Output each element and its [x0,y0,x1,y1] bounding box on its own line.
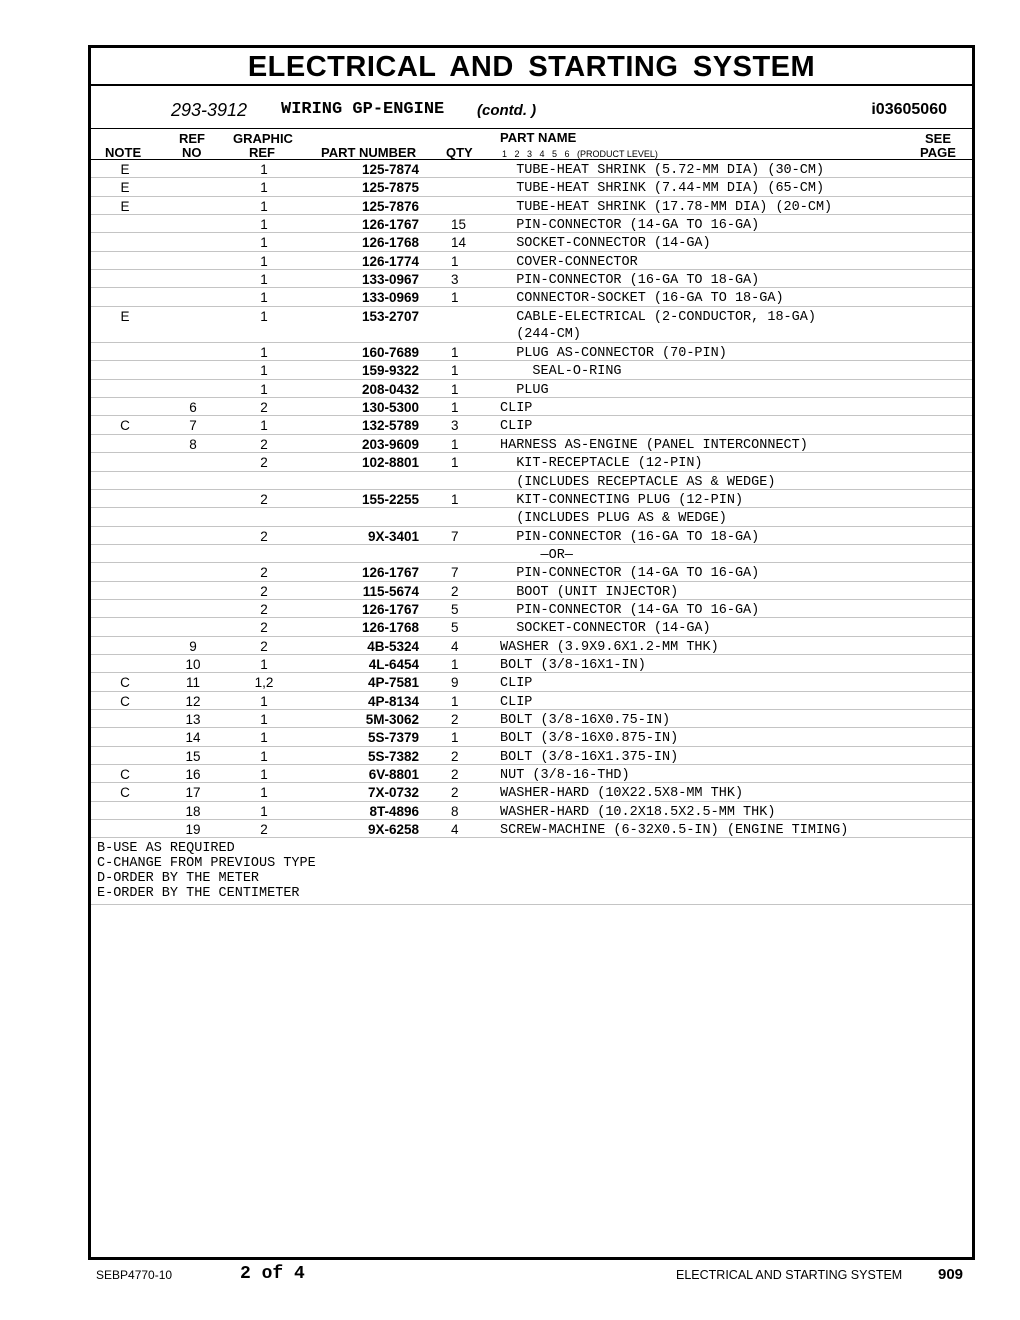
part-number-cell: 4B-5324 [367,638,419,654]
table-row [91,233,972,251]
part-number-cell: 126-1767 [361,217,419,233]
part-name-cell: SOCKET-CONNECTOR (14-GA) [500,236,711,252]
table-row [91,270,972,288]
part-name-cell: CLIP [500,676,533,692]
ref-no-cell: 9 [189,638,197,654]
part-number-cell: 126-1768 [361,235,419,251]
part-number-cell: 159-9322 [361,363,419,379]
table-row [91,490,972,508]
qty-cell: 1 [451,455,459,471]
part-number-cell: 125-7876 [361,198,419,214]
table-row [91,728,972,746]
part-number-cell: 5M-3062 [365,711,419,727]
part-name-cell: BOLT (3/8-16X0.875-IN) [500,731,679,747]
ref-no-cell: 16 [185,767,201,782]
col-graphic-top: GRAPHIC [233,131,293,146]
group-name: WIRING GP-ENGINE [281,100,445,119]
part-number-cell: 6V-8801 [368,767,419,782]
part-name-cell: —OR— [500,547,573,563]
part-name-cell: PLUG [500,382,549,398]
table-row [91,765,972,783]
part-number-cell: 126-1768 [361,620,419,636]
part-name-cell: TUBE-HEAT SHRINK (17.78-MM DIA) (20-CM) [500,199,833,215]
graphic-ref-cell: 2 [260,565,268,581]
qty-cell: 1 [451,400,459,416]
table-row [91,398,972,416]
graphic-ref-cell: 2 [260,455,268,471]
table-row [91,435,972,453]
part-number-cell: 4L-6454 [368,656,419,672]
part-number-cell: 8T-4896 [369,803,419,819]
ref-no-cell: 19 [185,822,201,838]
table-row [91,197,972,215]
graphic-ref-cell: 1 [260,785,268,801]
graphic-ref-cell: 1 [260,272,268,288]
table-row [91,563,972,581]
table-row [91,747,972,765]
graphic-ref-cell: 1 [260,290,268,306]
qty-cell: 5 [451,620,459,636]
part-number-cell: 9X-6258 [367,822,419,838]
qty-cell: 1 [451,290,459,306]
part-name-cell: BOLT (3/8-16X0.75-IN) [500,712,671,728]
page-title: ELECTRICAL AND STARTING SYSTEM [91,48,972,86]
table-row [91,692,972,710]
qty-cell: 4 [451,638,459,654]
table-row [91,215,972,233]
note-legend-item: B-USE AS REQUIRED [97,841,235,857]
table-row [91,178,972,196]
table-row [91,343,972,361]
note-cell: C [120,418,130,434]
col-note: NOTE [105,145,142,160]
table-row [91,453,972,471]
part-number-cell: 125-7874 [361,162,419,177]
part-name-cell: TUBE-HEAT SHRINK (7.44-MM DIA) (65-CM) [500,181,825,197]
footer-doc-number: SEBP4770-10 [96,1268,173,1282]
qty-cell: 15 [451,217,467,233]
part-name-cell: SEAL-O-RING [500,364,622,380]
qty-cell: 2 [451,711,459,727]
graphic-ref-cell: 1,2 [254,675,274,691]
part-name-cell: WASHER-HARD (10.2X18.5X2.5-MM THK) [500,804,776,820]
part-number-cell: 5S-7379 [367,730,419,746]
table-row [91,307,972,343]
table-row [91,508,972,526]
ref-no-cell: 13 [185,711,201,727]
part-number-cell: 5S-7382 [367,748,419,764]
graphic-ref-cell: 1 [260,803,268,819]
part-name-cell: SCREW-MACHINE (6-32X0.5-IN) (ENGINE TIMING) [500,823,849,839]
table-row [91,416,972,434]
graphic-ref-cell: 1 [260,253,268,269]
note-cell: E [120,180,130,196]
qty-cell: 1 [451,253,459,269]
part-name-cell: KIT-RECEPTACLE (12-PIN) [500,456,703,472]
table-row [91,802,972,820]
col-see-bottom: PAGE [920,145,956,160]
qty-cell: 1 [451,363,459,379]
table-row [91,288,972,306]
note-cell: E [120,308,130,324]
part-name-cell: (INCLUDES PLUG AS & WEDGE) [500,511,727,527]
ref-no-cell: 7 [189,418,197,434]
note-cell: C [120,785,130,801]
qty-cell: 1 [451,730,459,746]
col-ref-bottom: NO [182,145,202,160]
part-name-cell: CLIP [500,419,533,435]
qty-cell: 2 [451,748,459,764]
part-number-cell: 4P-8134 [367,693,419,709]
part-name-cell: CONNECTOR-SOCKET (16-GA TO 18-GA) [500,291,784,307]
graphic-ref-cell: 1 [260,235,268,251]
table-row [91,160,972,178]
part-number-cell: 126-1767 [361,601,419,617]
qty-cell: 1 [451,436,459,452]
graphic-ref-cell: 2 [260,620,268,636]
part-name-cell: PIN-CONNECTOR (16-GA TO 18-GA) [500,273,760,289]
graphic-ref-cell: 2 [260,822,268,838]
qty-cell: 1 [451,656,459,672]
part-name-cell: WASHER-HARD (10X22.5X8-MM THK) [500,786,744,802]
qty-cell: 3 [451,272,459,288]
column-header [91,129,972,160]
qty-cell: 1 [451,693,459,709]
table-row [91,673,972,691]
graphic-ref-cell: 1 [260,308,268,324]
qty-cell: 1 [451,381,459,397]
graphic-ref-cell: 1 [260,198,268,214]
part-name-cell: BOOT (UNIT INJECTOR) [500,584,679,600]
table-row [91,655,972,673]
table-row [91,637,972,655]
notes-legend [91,838,972,905]
part-number-cell: 203-9609 [361,436,419,452]
table-row [91,252,972,270]
part-name-cell: WASHER (3.9X9.6X1.2-MM THK) [500,639,719,655]
part-name-cell: COVER-CONNECTOR [500,254,638,270]
table-row [91,783,972,801]
ref-no-cell: 10 [185,656,201,672]
note-legend-item: C-CHANGE FROM PREVIOUS TYPE [97,856,316,872]
table-row [91,820,972,838]
graphic-ref-cell: 1 [260,767,268,782]
table-row [91,618,972,636]
part-number-cell: 208-0432 [361,381,419,397]
graphic-ref-cell: 2 [260,400,268,416]
part-number-cell: 9X-3401 [367,528,419,544]
col-qty: QTY [446,145,473,160]
table-row [91,472,972,490]
ref-no-cell: 11 [185,675,200,691]
graphic-ref-cell: 1 [260,217,268,233]
table-row [91,527,972,545]
table-row [91,545,972,563]
graphic-ref-cell: 1 [260,711,268,727]
note-cell: C [120,693,130,709]
graphic-ref-cell: 1 [260,162,268,177]
table-row [91,600,972,618]
note-cell: E [120,162,130,177]
qty-cell: 3 [451,418,459,434]
table-row [91,710,972,728]
qty-cell: 2 [451,767,459,782]
group-id: i03605060 [871,101,947,118]
group-header [91,86,972,129]
part-number-cell: 132-5789 [361,418,419,434]
graphic-ref-cell: 2 [260,601,268,617]
ref-no-cell: 17 [185,785,201,801]
col-part-number: PART NUMBER [321,145,417,160]
parts-table [91,160,972,905]
col-ref-top: REF [179,131,205,146]
group-number: 293-3912 [171,100,248,120]
qty-cell: 1 [451,491,459,507]
note-cell: C [120,767,130,782]
table-row [91,380,972,398]
graphic-ref-cell: 1 [260,748,268,764]
part-name-cell: KIT-CONNECTING PLUG (12-PIN) [500,492,744,508]
ref-no-cell: 6 [189,400,197,416]
parts-page-frame [88,45,975,1260]
qty-cell: 2 [451,583,459,599]
part-number-cell: 115-5674 [362,583,419,599]
graphic-ref-cell: 1 [260,656,268,672]
part-number-cell: 125-7875 [361,180,419,196]
part-number-cell: 160-7689 [361,345,419,361]
part-number-cell: 126-1774 [361,253,419,269]
graphic-ref-cell: 1 [260,345,268,361]
qty-cell: 14 [451,235,467,251]
qty-cell: 1 [451,345,459,361]
ref-no-cell: 14 [185,730,201,746]
part-number-cell: 133-0967 [361,272,419,288]
col-part-name: PART NAME [500,130,577,145]
note-legend-item: D-ORDER BY THE METER [97,871,260,887]
ref-no-cell: 15 [185,748,201,764]
part-name-cell: PIN-CONNECTOR (14-GA TO 16-GA) [500,602,760,618]
part-name-cell: PIN-CONNECTOR (14-GA TO 16-GA) [500,566,760,582]
part-number-cell: 7X-0732 [367,785,419,801]
graphic-ref-cell: 2 [260,583,268,599]
part-number-cell: 102-8801 [361,455,419,471]
part-name-cell: PLUG AS-CONNECTOR (70-PIN) [500,346,727,362]
part-name-cell: BOLT (3/8-16X1.375-IN) [500,749,679,765]
graphic-ref-cell: 1 [260,418,268,434]
footer-page-of: 2 of 4 [240,1264,305,1284]
group-continued: (contd. ) [477,102,537,119]
part-number-cell: 155-2255 [361,491,419,507]
graphic-ref-cell: 2 [260,638,268,654]
qty-cell: 8 [451,803,459,819]
part-name-cell: NUT (3/8-16-THD) [500,768,630,783]
part-name-cell: TUBE-HEAT SHRINK (5.72-MM DIA) (30-CM) [500,163,825,178]
ref-no-cell: 8 [189,436,197,452]
graphic-ref-cell: 2 [260,528,268,544]
graphic-ref-cell: 1 [260,730,268,746]
graphic-ref-cell: 1 [260,381,268,397]
col-graphic-bottom: REF [249,145,275,160]
part-number-cell: 153-2707 [361,308,419,324]
ref-no-cell: 18 [185,803,201,819]
part-name-cell: PIN-CONNECTOR (16-GA TO 18-GA) [500,529,760,545]
part-name-cell: BOLT (3/8-16X1-IN) [500,657,646,673]
footer-page-number: 909 [938,1266,964,1283]
part-name-cell: CABLE-ELECTRICAL (2-CONDUCTOR, 18-GA) (244-CM) [516,309,816,342]
part-name-cell: SOCKET-CONNECTOR (14-GA) [500,621,711,637]
graphic-ref-cell: 2 [260,436,268,452]
qty-cell: 9 [451,675,459,691]
part-name-cell: HARNESS AS-ENGINE (PANEL INTERCONNECT) [500,437,808,453]
table-row [91,361,972,379]
part-number-cell: 130-5300 [361,400,419,416]
graphic-ref-cell: 1 [260,693,268,709]
note-legend-item: E-ORDER BY THE CENTIMETER [97,886,300,902]
note-cell: C [120,675,130,691]
graphic-ref-cell: 1 [260,180,268,196]
col-product-levels: 1 2 3 4 5 6 (PRODUCT LEVEL) [502,149,658,159]
qty-cell: 4 [451,822,459,838]
ref-no-cell: 12 [185,693,201,709]
part-name-cell: CLIP [500,401,533,417]
table-row [91,582,972,600]
graphic-ref-cell: 1 [260,363,268,379]
part-name-cell: CLIP [500,694,533,710]
part-number-cell: 4P-7581 [367,675,419,691]
note-cell: E [120,198,130,214]
part-number-cell: 126-1767 [361,565,419,581]
part-name-cell: (INCLUDES RECEPTACLE AS & WEDGE) [500,474,776,490]
part-number-cell: 133-0969 [361,290,419,306]
col-see-top: SEE [925,131,952,146]
qty-cell: 7 [451,528,459,544]
part-name-cell: PIN-CONNECTOR (14-GA TO 16-GA) [500,218,760,234]
graphic-ref-cell: 2 [260,491,268,507]
qty-cell: 2 [451,785,459,801]
qty-cell: 7 [451,565,459,581]
footer-section: ELECTRICAL AND STARTING SYSTEM [676,1268,903,1282]
qty-cell: 5 [451,601,459,617]
